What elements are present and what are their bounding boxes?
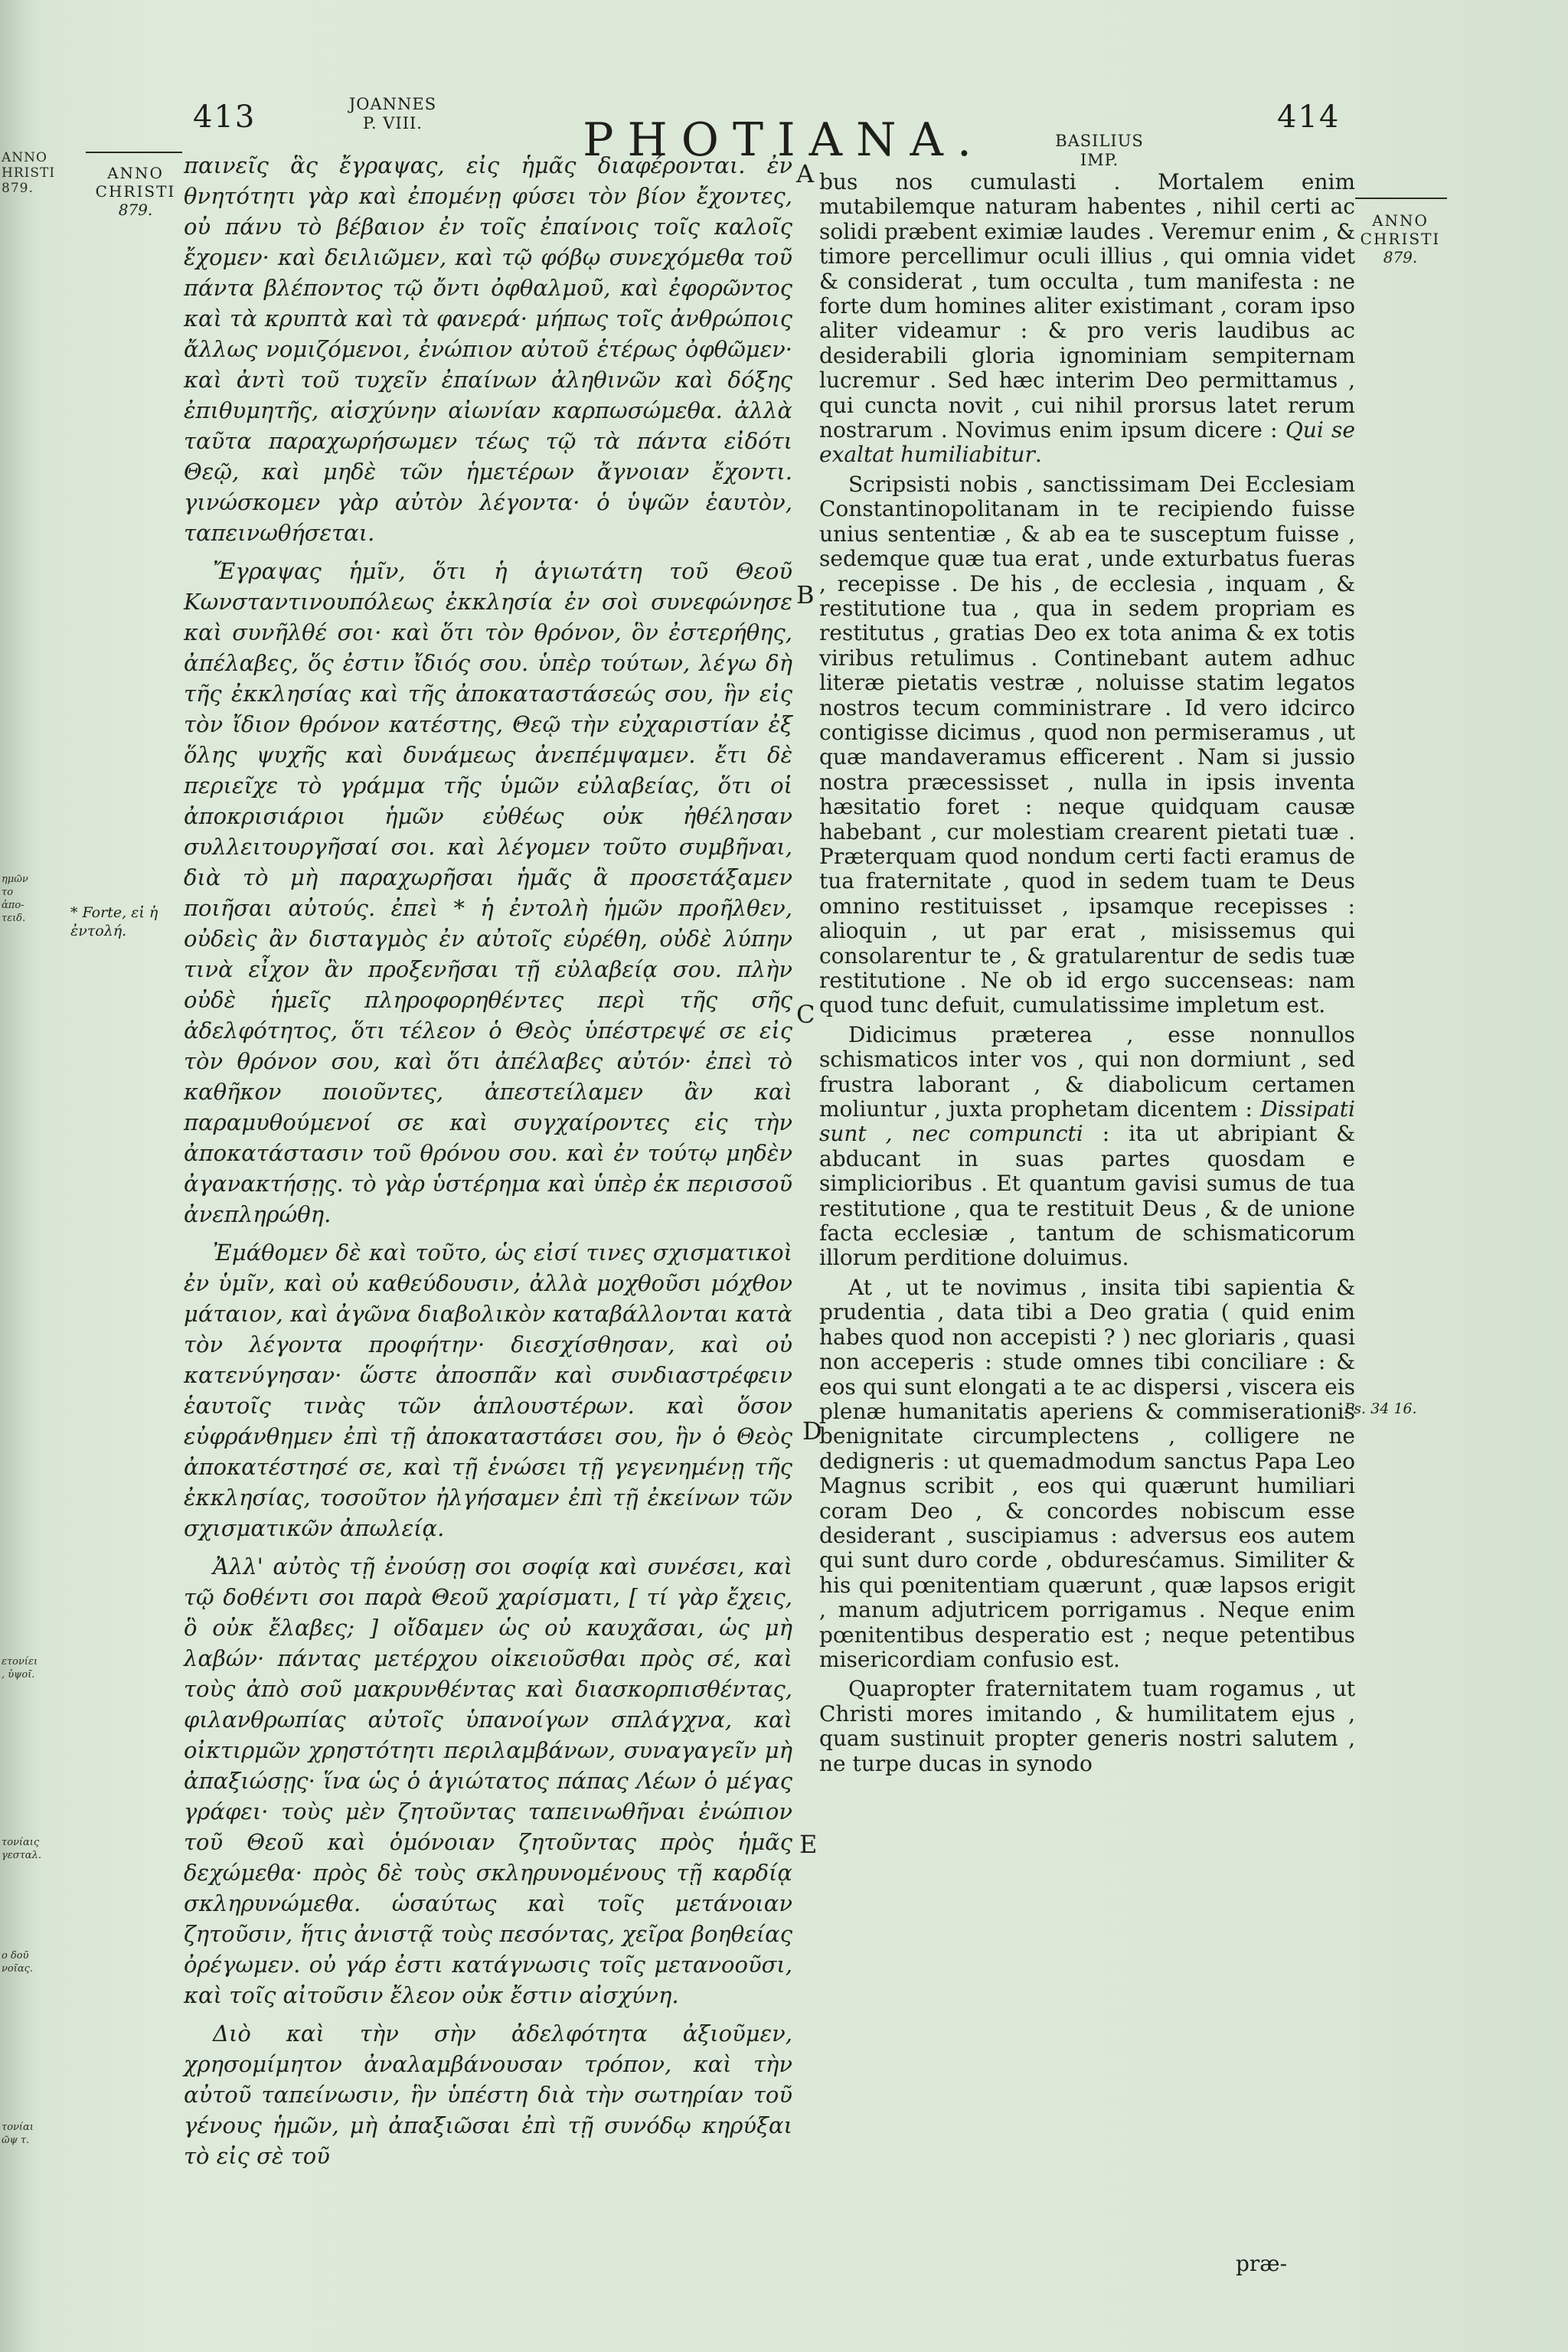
margin-rule-right bbox=[1355, 198, 1447, 199]
greek-paragraph: παινεῖς ἃς ἔγραψας, εἰς ἡμᾶς διαφέρονται. ἐν θνητότητι γὰρ καὶ ἐπομένῃ φύσει τὸν βίον ἔχοντες, οὐ πάνυ τὸ βέβαιον ἐν τοῖς ἐπαίνοις τοῖς καλοῖς ἔχομεν· καὶ δειλιῶμεν, καὶ τῷ φόβῳ συνεχόμεθα τοῦ πάντα βλέποντος τῷ ὄντι ὀφθαλμοῦ, καὶ ἐφορῶντος καὶ τὰ κρυπτὰ καὶ τὰ φανερά· μήπως τοῖς ἀνθρώποις ἄλλως νομιζόμενοι, ἐνώπιον αὐτοῦ ἑτέρως ὀφθῶμεν· καὶ ἀντὶ τοῦ τυχεῖν ἐπαίνων ἀληθινῶν καὶ δόξης ἐπιθυμητῆς, αἰσχύνην αἰωνίαν καρπωσώμεθα. ἀλλὰ ταῦτα παραχωρήσωμεν τέως τῷ τὰ πάντα εἰδότι Θεῷ, καὶ μηδὲ τῶν ἡμετέρων ἄγνοιαν ἔχοντι. γινώσκομεν γὰρ αὐτὸν λέγοντα· ὁ ὑψῶν ἑαυτὸν, ταπεινωθήσεται. bbox=[184, 152, 792, 546]
facing-page-fragment: ημῶν το ἀπο- τειδ. bbox=[2, 874, 28, 924]
left-header-line: P. VIII. bbox=[363, 114, 423, 132]
right-running-header bbox=[1046, 132, 1153, 170]
catchword: præ- bbox=[1236, 2251, 1288, 2276]
right-header-line: IMP. bbox=[1080, 151, 1119, 169]
latin-text: bus nos cumulasti . Mortalem enim mutabilemque naturam habentes , nihil certi ac solidi præbent eximiæ laudes . Veremur enim , & timore percellimur oculi illius , qui omnia videt & considerat , tum occulta , tum manifesta : ne forte dum homines aliter existimant , coram ipso aliter videamur : & pro veris laudibus ac desiderabili gloria ignominiam sempiternam lucremur . Sed hæc interim Deo permittamus , qui cuncta novit , cui nihil prorsus latet rerum nostrarum . Novimus enim ipsum dicere : bbox=[819, 169, 1355, 443]
greek-text-column bbox=[184, 150, 792, 2300]
facing-page-fragment: ετονίει , ὑψοῖ. bbox=[2, 1656, 38, 1681]
latin-paragraph: Quapropter fraternitatem tuam rogamus , ut Christi mores imitando , & humilitatem ejus , quam sustinuit propter generis nostri salutem , ne turpe ducas in synodo bbox=[819, 1676, 1355, 1776]
greek-paragraph: Ἀλλ' αὐτὸς τῇ ἐνούσῃ σοι σοφίᾳ καὶ συνέσει, καὶ τῷ δοθέντι σοι παρὰ Θεοῦ χαρίσματι, [ τί γὰρ ἔχεις, ὃ οὐκ ἔλαβες; ] οἴδαμεν ὡς οὐ καυχᾶσαι, ὡς μὴ λαβών· πάντας μετέρχου οἰκειοῦσθαι πρὸς σέ, καὶ τοὺς ἀπὸ σοῦ μακρυνθέντας καὶ διασκορπισθέντας, φιλανθρωπίας αὐτοῖς ὑπανοίγων σπλάγχνα, καὶ οἰκτιρμῶν χρηστότητι περιλαμβάνων, συναγαγεῖν μὴ ἀπαξιώσῃς· ἵνα ὡς ὁ ἁγιώτατος πάπας Λέων ὁ μέγας γράφει· τοὺς μὲν ζητοῦντας ταπεινωθῆναι ἐνώπιον τοῦ Θεοῦ καὶ ὁμόνοιαν ζητοῦντας πρὸς ἡμᾶς δεχώμεθα· πρὸς δὲ τοὺς σκληρυνομένους τῇ καρδίᾳ σκληρυνώμεθα. ὡσαύτως καὶ τοῖς μετάνοιαν ζητοῦσιν, ἥτις ἀνιστᾷ τοὺς πεσόντας, χεῖρα βοηθείας ὀρέγωμεν. οὐ γάρ ἐστι κατάγνωσις τοῖς μετανοοῦσι, καὶ τοῖς αἰτοῦσιν ἔλεον οὐκ ἔστιν αἰσχύνη. bbox=[184, 1553, 792, 2008]
year-label: 879. bbox=[1383, 248, 1418, 266]
latin-text: : ita ut abripiant & abducant in suas partes quosdam e simplicioribus . Et quantum gavisi sumus de tua restitutione , qua te restituit Deus , & de unione facta ecclesiæ , tantum de schismaticorum illorum perditione doluimus. bbox=[819, 1121, 1355, 1271]
anno-christi-right bbox=[1349, 211, 1452, 266]
facing-page-fragment: τονίαις γεσταλ. bbox=[2, 1837, 41, 1861]
facing-page-fragment: ο δοῦ νοῖας. bbox=[2, 1950, 34, 1975]
latin-scripture-quote: Dissipati sunt , nec compuncti bbox=[819, 1096, 1355, 1147]
running-title: PHOTIANA. bbox=[583, 113, 985, 167]
latin-paragraph bbox=[819, 170, 1355, 468]
greek-paragraph: Διὸ καὶ τὴν σὴν ἀδελφότητα ἀξιοῦμεν, χρησομίμητον ἀναλαμβάνουσαν τρόπον, καὶ τὴν αὐτοῦ ταπείνωσιν, ἣν ὑπέστη διὰ τὴν σωτηρίαν τοῦ γένους ἡμῶν, μὴ ἀπαξιῶσαι ἐπὶ τῇ συνόδῳ κηρύξαι τὸ εἰς σὲ τοῦ bbox=[184, 2020, 792, 2169]
facing-page-fragment: ANNO HRISTI 879. bbox=[2, 150, 56, 196]
section-letter-b: B bbox=[796, 580, 815, 609]
latin-paragraph: Scripsisti nobis , sanctissimam Dei Ecclesiam Constantinopolitanam in te recipiendo fuisse unius sententiæ , & ab ea te susceptum fuisse , sedemque quæ tua erat , unde exturbatus fueras , recepisse . De his , de ecclesia , inquam , & restitutione tua , qua in sedem propriam es restitutus , gratias Deo ex tota anima & ex totis viribus retulimus . Continebant autem adhuc literæ pietatis vestræ , noluisse statim legatos nostros tecum comministrare . Id vero idcirco contigisse dicimus , quod non permiseramus , ut quæ mandaveramus efficerent . Nam si jussio nostra præcessisset , nulla in ipsis inventa hæsitatio foret : neque quidquam causæ habebant , cur molestiam crearent pietati tuæ . Præterquam quod nondum certi facti eramus de tua fraternitate , quod in sedem tuam te Deus omnino restituisset , ipsamque recepisses : alioquin , ut par erat , misissemus qui consolarentur te , & gratularentur de sedis tuæ restitutione . Ne ob id ergo succenseas: nam quod tunc defuit, cumulatissime impletum est. bbox=[819, 471, 1355, 1018]
anno-label: ANNO bbox=[1372, 211, 1429, 230]
facing-page-fragment: τονίαι ῶψ τ. bbox=[2, 2122, 34, 2146]
left-page-number: 413 bbox=[193, 100, 256, 135]
left-header-line: JOANNES bbox=[348, 95, 437, 113]
latin-text: . bbox=[1034, 442, 1042, 468]
latin-text: Didicimus præterea , esse nonnullos schismaticos inter vos , qui non dormiunt , sed frustra laborant , & diabolicum certamen moliuntur , juxta prophetam dicentem : bbox=[819, 1021, 1355, 1122]
greek-paragraph: Ἔγραψας ἡμῖν, ὅτι ἡ ἁγιωτάτη τοῦ Θεοῦ Κωνσταντινουπόλεως ἐκκλησία ἐν σοὶ συνεφώνησε καὶ συνῆλθέ σοι· καὶ ὅτι τὸν θρόνον, ὃν ἐστερήθης, ἀπέλαβες, ὅς ἐστιν ἴδιός σου. ὑπὲρ τούτων, λέγω δὴ τῆς ἐκκλησίας καὶ τῆς ἀποκαταστάσεώς σου, ἣν εἰς τὸν ἴδιον θρόνον κατέστης, Θεῷ τὴν εὐχαριστίαν ἐξ ὅλης ψυχῆς καὶ δυνάμεως ἀνεπέμψαμεν. ἔτι δὲ περιεῖχε τὸ γράμμα τῆς ὑμῶν εὐλαβείας, ὅτι οἱ ἀποκρισιάριοι ἡμῶν εὐθέως οὐκ ἠθέλησαν συλλειτουργῆσαί σοι. καὶ λέγομεν τοῦτο συμβῆναι, διὰ τὸ μὴ παραχωρῆσαι ἡμᾶς ἃ προσετάξαμεν ποιῆσαι αὐτούς. ἐπεὶ * ἡ ἐντολὴ ἡμῶν προῆλθεν, οὐδεὶς ἂν δισταγμὸς ἐν αὐτοῖς εὑρέθη, οὐδὲ λύπην τινὰ εἶχον ἂν προξενῆσαι τῇ εὐλαβείᾳ σου. πλὴν οὐδὲ ἡμεῖς πληροφορηθέντες περὶ τῆς σῆς ἀδελφότητος, ὅτι τέλεον ὁ Θεὸς ὑπέστρεψέ σε εἰς τὸν θρόνον σου, καὶ ὅτι ἀπέλαβες αὐτόν· ἐπεὶ τὸ καθῆκον ποιοῦντες, ἀπεστείλαμεν ἂν καὶ παραμυθούμενοί σε καὶ συγχαίροντες εἰς τὴν ἀποκατάστασιν τοῦ θρόνου σου. καὶ ἐν τούτῳ μηδὲν ἀγανακτήσῃς. τὸ γὰρ ὑστέρημα καὶ ὑπὲρ ἐκ περισσοῦ ἀνεπληρώθη. bbox=[184, 558, 792, 1227]
section-letter-c: C bbox=[796, 1000, 815, 1029]
facing-page-edge bbox=[0, 0, 56, 2352]
latin-paragraph bbox=[819, 1023, 1355, 1271]
latin-scripture-quote: Qui se exaltat humiliabitur bbox=[819, 417, 1355, 468]
margin-footnote: * Forte, εἰ ἡ ἐντολή. bbox=[70, 904, 158, 939]
christi-label: CHRISTI bbox=[95, 182, 176, 201]
latin-text-column bbox=[819, 170, 1355, 2237]
anno-christi-left bbox=[86, 164, 185, 219]
greek-paragraph: Ἐμάθομεν δὲ καὶ τοῦτο, ὡς εἰσί τινες σχισματικοὶ ἐν ὑμῖν, καὶ οὐ καθεύδουσιν, ἀλλὰ μοχθοῦσι μόχθον μάταιον, καὶ ἀγῶνα διαβολικὸν καταβάλλονται κατὰ τὸν λέγοντα προφήτην· διεσχίσθησαν, καὶ οὐ κατενύγησαν· ὥστε ἀποσπᾶν καὶ συνδιαστρέφειν ἑαυτοῖς τινὰς τῶν ἁπλουστέρων. καὶ ὅσον εὐφράνθημεν ἐπὶ τῇ ἀποκαταστάσει σου, ἣν ὁ Θεὸς ἀποκατέστησέ σε, καὶ τῇ ἑνώσει τῇ γεγενημένῃ τῆς ἐκκλησίας, τοσοῦτον ἠλγήσαμεν ἐπὶ τῇ ἐκείνων τῶν σχισματικῶν ἀπωλείᾳ. bbox=[184, 1240, 792, 1541]
section-letter-d: D bbox=[802, 1416, 822, 1446]
margin-rule-left bbox=[86, 152, 182, 153]
latin-paragraph: At , ut te novimus , insita tibi sapientia & prudentia , data tibi a Deo gratia ( quid enim habes quod non accepisti ? ) nec gloriaris , quasi non acceperis : stude omnes tibi conciliare : & eos qui sunt elongati a te ac dispersi , viscera eis plenæ humanitatis aperiens & commiserationis benignitate circumplectens , colligere ne dedigneris : ut quemadmodum sanctus Papa Leo Magnus scribit , eos qui quærunt humiliari coram Deo , & concordes nobiscum esse desiderant , suscipiamus : adversus eos autem qui sunt duro corde , obduresćamus. Similiter & his qui pœnitentiam quærunt , quæ lapsos erigit , manum adjutricem porrigamus . Neque enim pœnitentibus desperatio est ; neque petentibus misericordiam confusio est. bbox=[819, 1274, 1355, 1672]
right-header-line: BASILIUS bbox=[1055, 132, 1144, 150]
christi-label: CHRISTI bbox=[1360, 230, 1441, 248]
scripture-reference: Ps. 34 16. bbox=[1344, 1400, 1417, 1417]
section-letter-a: A bbox=[796, 159, 815, 188]
year-label: 879. bbox=[118, 201, 153, 219]
anno-label: ANNO bbox=[107, 164, 164, 182]
right-page-number: 414 bbox=[1277, 100, 1341, 135]
section-letter-e: E bbox=[799, 1830, 818, 1859]
